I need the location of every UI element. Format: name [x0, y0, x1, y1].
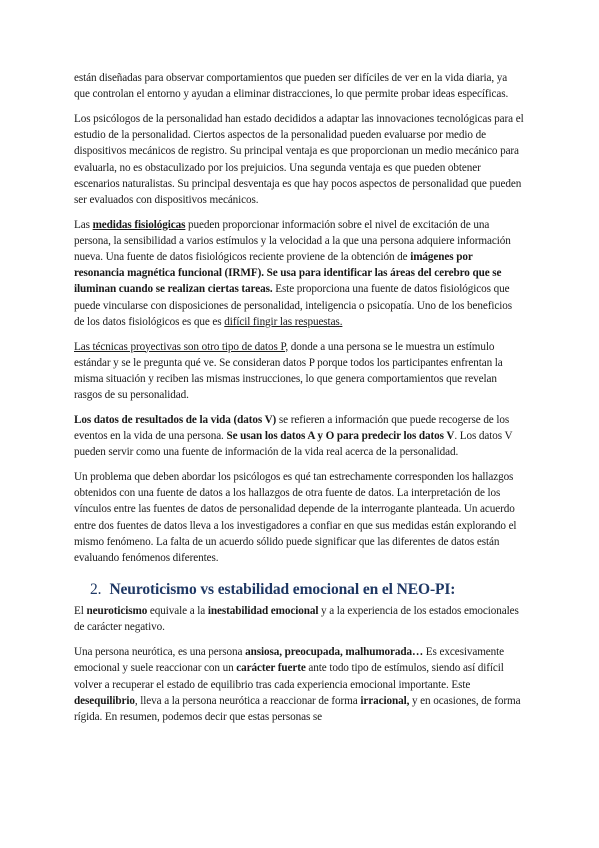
text-run: Este proporciona una fuente de datos fisiológicos que puede vincularse con disposiciones de personalidad, inteligencia o psicopatía. Uno de los beneficios de los datos fisiológicos es que es [74, 283, 512, 328]
page-content [74, 70, 524, 734]
paragraph-data-source-agreement [74, 469, 524, 566]
paragraph-neuroticism-definition [74, 603, 524, 635]
bold-phrase: Se usan los datos A y O para predecir los datos V [226, 430, 455, 443]
text-run: Es excesivamente emocional y suele reaccionar con un [74, 646, 505, 675]
bold-phrase: desequilibrio [74, 694, 135, 707]
term-fmri: imágenes por resonancia magnética funcional (IRMF). Se usa para identificar las áreas del cerebro que se iluminan cuando se realizan ciertas tareas. [74, 251, 502, 296]
text-run: y a la experiencia de los estados emocionales de carácter negativo. [74, 605, 519, 634]
paragraph-mechanical-devices [74, 111, 524, 208]
paragraph-text: están diseñadas para observar comportamientos que pueden ser difíciles de ver en la vida diaria, ya que controlan el entorno y ayudan a eliminar distracciones, lo que permite probar ideas específicas. [74, 72, 509, 101]
section-title: Neuroticismo vs estabilidad emocional en el NEO-PI: [109, 581, 456, 599]
bold-phrase: carácter fuerte [236, 662, 306, 675]
text-run: y en ocasiones, de forma rígida. En resumen, podemos decir que estas personas se [74, 694, 521, 723]
paragraph-projective-techniques [74, 339, 524, 404]
text-run: donde a una persona se le muestra un estímulo estándar y se le pregunta qué ve. Se consideran datos P porque todos los participantes enfrentan la misma situación y reciben las mismas instrucciones, lo que genera comportamientos que revelan rasgos de su personalidad. [74, 340, 503, 402]
section-heading [90, 580, 524, 600]
text-run: se refieren a información que puede recogerse de los eventos en la vida de una persona. [74, 413, 510, 443]
term-life-outcome-data: Los datos de resultados de la vida (datos V) [74, 413, 277, 426]
text-run: Las [74, 218, 93, 231]
bold-phrase: ansiosa, preocupada, malhumorada… [245, 646, 424, 659]
paragraph-physiological-measures [74, 217, 524, 330]
underlined-phrase: difícil fingir las respuestas. [224, 315, 343, 328]
paragraph-text: Los psicólogos de la personalidad han estado decididos a adaptar las innovaciones tecnológicas para el estudio de la personalidad. Ciertos aspectos de la personalidad pueden evaluarse por medio de dispositivos mecánicos de registro. Su principal ventaja es que proporcionan un medio mecánico para evaluarla, no es obstaculizado por los prejuicios. Una segunda ventaja es que pueden obtener escenarios naturalistas. Su principal desventaja es que hay pocos aspectos de personalidad que pueden ser evaluados con dispositivos mecánicos. [74, 112, 524, 206]
text-run: ante todo tipo de estímulos, siendo así difícil volver a recuperar el estado de equilibrio tras cada experiencia emocional importante. Este [74, 662, 504, 691]
section-number: 2. [90, 581, 102, 599]
text-run: El [74, 605, 87, 618]
text-run: pueden proporcionar información sobre el nivel de excitación de una persona, la sensibilidad a varios estímulos y la velocidad a la que una persona adquiere información nueva. Una fuente de datos fisiológicos reciente proviene de la obtención de [74, 218, 511, 264]
text-run: equivale a la [147, 605, 208, 618]
underlined-phrase: Las técnicas proyectivas son otro tipo de datos P, [74, 340, 289, 353]
text-run: . Los datos V pueden servir como una fuente de información de la vida real acerca de la personalidad. [74, 430, 513, 459]
text-run: , lleva a la persona neurótica a reaccionar de forma [134, 694, 361, 707]
paragraph-text: Un problema que deben abordar los psicólogos es qué tan estrechamente corresponden los hallazgos obtenidos con una fuente de datos a los hallazgos de otra fuente de datos. La interpretación de los vínculos entre las fuentes de datos de personalidad depende de la interrogante planteada. Un acuerdo entre dos fuentes de datos lleva a los investigadores a confiar en que sus medidas están explorando el mismo fenómeno. La falta de un acuerdo sólido puede significar que las diferentes de datos están evaluando fenómenos diferentes. [74, 470, 517, 564]
paragraph-lab-techniques [74, 70, 524, 102]
term-neuroticism: neuroticismo [86, 605, 148, 618]
bold-phrase: irracional, [360, 694, 410, 707]
text-run: Una persona neurótica, es una persona [74, 646, 246, 659]
paragraph-neurotic-person [74, 644, 524, 725]
term-physiological-measures: medidas fisiológicas [92, 218, 186, 231]
paragraph-life-outcome-data [74, 412, 524, 461]
term-emotional-instability: inestabilidad emocional [207, 605, 319, 618]
